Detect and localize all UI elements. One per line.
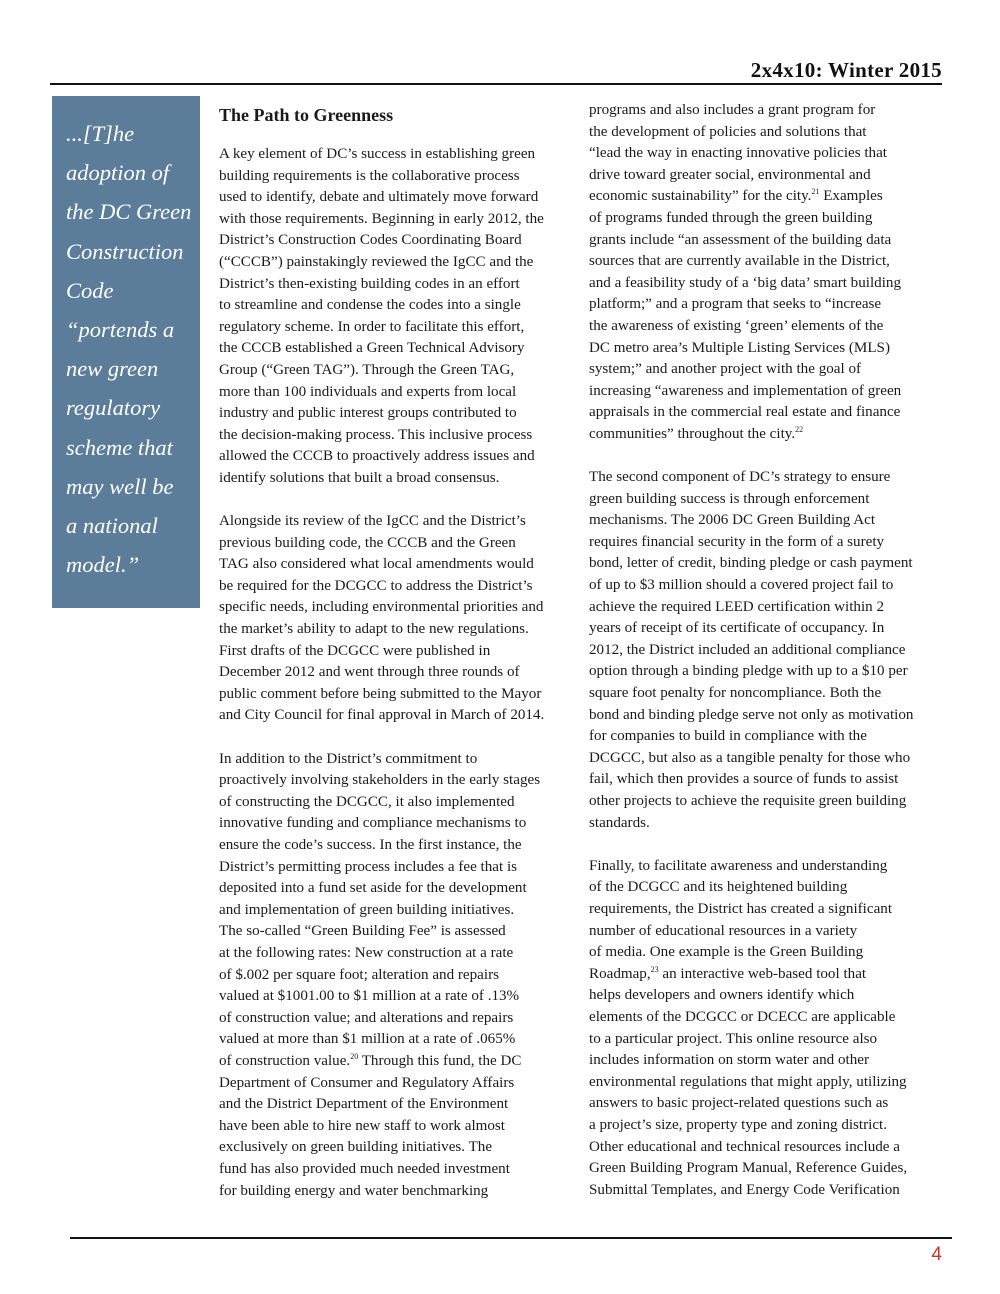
text-line: proactively involving stakeholders in the early stages [219, 772, 541, 789]
pull-quote-line: the DC Green [66, 199, 192, 225]
pull-quote-line: regulatory [66, 395, 161, 421]
text-line: Green Building Program Manual, Reference Guides, [589, 1160, 908, 1177]
text-line: of the DCGCC and its heightened building [589, 879, 848, 896]
text-line: used to identify, debate and ultimately move forward [219, 189, 539, 206]
page-number: 4 [931, 1244, 942, 1265]
text-line: TAG also considered what local amendments would [219, 556, 534, 573]
text-line: DCGCC, but also as a tangible penalty for those who [589, 749, 911, 766]
text-line: square foot penalty for noncompliance. Both the [589, 685, 882, 702]
footnote-marker: 21 [811, 187, 820, 197]
pull-quote-line: a national [66, 513, 158, 539]
text-line: bond and binding pledge serve not only as motivation [589, 706, 914, 723]
text-line: identify solutions that built a broad consensus. [219, 469, 500, 486]
text-line: the development of policies and solutions that [589, 123, 867, 140]
pull-quote-line: Construction [66, 238, 184, 264]
text-line: with those requirements. Beginning in early 2012, the [219, 210, 544, 227]
text-line: and a feasibility study of a ‘big data’ smart building [589, 274, 902, 291]
text-line: a project’s size, property type and zoning district. [589, 1116, 888, 1133]
text-fragment: communities” throughout the city. [589, 425, 796, 442]
text-line: be required for the DCGCC to address the District’s [219, 577, 533, 594]
text-line: the awareness of existing ‘green’ elements of the [589, 317, 884, 334]
text-line: achieve the required LEED certification within 2 [589, 598, 885, 615]
text-line: District’s then-existing building codes in an effort [219, 275, 520, 292]
text-line: number of educational resources in a variety [589, 922, 858, 939]
text-fragment: Roadmap, [589, 965, 651, 982]
pull-quote-line: “portends a [66, 317, 175, 343]
text-fragment: an interactive web-based tool that [658, 965, 867, 982]
text-line: and implementation of green building initiatives. [219, 901, 515, 918]
footer-divider [70, 1237, 952, 1239]
text-line: the market’s ability to adapt to the new regulations. [219, 621, 529, 638]
text-line: allowed the CCCB to proactively address issues and [219, 448, 535, 465]
text-line: for building energy and water benchmarking [219, 1182, 489, 1199]
text-line: bond, letter of credit, binding pledge or cash payment [589, 555, 913, 572]
text-line-with-footnote [589, 424, 945, 446]
text-line: The so-called “Green Building Fee” is assessed [219, 923, 506, 940]
text-line: to a particular project. This online resource also [589, 1030, 878, 1047]
pull-quote-line: may well be [66, 473, 174, 499]
text-line: and the District Department of the Environment [219, 1096, 509, 1113]
text-line: includes information on storm water and other [589, 1052, 870, 1069]
text-line: DC metro area’s Multiple Listing Services (MLS) [589, 339, 890, 356]
text-line: District’s Construction Codes Coordinating Board [219, 232, 522, 249]
text-line: industry and public interest groups contributed to [219, 405, 517, 422]
text-line: the CCCB established a Green Technical Advisory [219, 340, 525, 357]
text-line: of construction value; and alterations and repairs [219, 1009, 514, 1026]
text-line: requires financial security in the form of a surety [589, 533, 885, 550]
text-line-with-footnote [589, 964, 945, 986]
article-column-left [219, 100, 575, 1202]
footnote-marker: 22 [795, 424, 804, 434]
text-line: Department of Consumer and Regulatory Affairs [219, 1074, 515, 1091]
text-line: District’s permitting process includes a fee that is [219, 858, 518, 875]
text-fragment: Through this fund, the DC [358, 1052, 522, 1069]
text-line: sources that are currently available in the District, [589, 253, 890, 270]
footnote-marker: 20 [350, 1051, 359, 1061]
text-line: valued at more than $1 million at a rate of .065% [219, 1031, 516, 1048]
text-line: public comment before being submitted to the Mayor [219, 685, 542, 702]
text-line: years of receipt of its certificate of occupancy. In [589, 620, 885, 637]
text-line: option through a binding pledge with up to a $10 per [589, 663, 908, 680]
text-line: at the following rates: New construction at a rate [219, 944, 514, 961]
text-line: and City Council for final approval in March of 2014. [219, 707, 545, 724]
text-line: helps developers and owners identify which [589, 987, 855, 1004]
text-line: requirements, the District has created a significant [589, 900, 893, 917]
text-line: programs and also includes a grant program for [589, 102, 876, 118]
pull-quote-line: scheme that [66, 434, 173, 460]
text-fragment: of construction value. [219, 1052, 351, 1069]
text-line: environmental regulations that might apply, utilizing [589, 1073, 907, 1090]
text-line: of up to $3 million should a covered project fail to [589, 577, 894, 594]
text-line: regulatory scheme. In order to facilitate this effort, [219, 318, 525, 335]
text-line: system;” and another project with the goal of [589, 361, 862, 378]
text-line: for companies to build in compliance with the [589, 728, 867, 745]
text-line: green building success is through enforcement [589, 490, 870, 507]
text-line: Group (“Green TAG”). Through the Green TAG, [219, 361, 515, 378]
text-line: more than 100 individuals and experts from local [219, 383, 517, 400]
text-line: (“CCCB”) painstakingly reviewed the IgCC and the [219, 253, 534, 270]
text-line: Alongside its review of the IgCC and the District’s [219, 513, 526, 530]
text-line: Submittal Templates, and Energy Code Verification [589, 1181, 900, 1198]
text-line: In addition to the District’s commitment to [219, 750, 478, 767]
text-line: fund has also provided much needed investment [219, 1160, 510, 1177]
text-line: standards. [589, 814, 650, 831]
text-line: valued at $1001.00 to $1 million at a rate of .13% [219, 988, 520, 1005]
text-line: answers to basic project-related questions such as [589, 1095, 889, 1112]
text-line: deposited into a fund set aside for the development [219, 880, 527, 897]
text-line: increasing “awareness and implementation of green [589, 382, 902, 399]
text-line: ensure the code’s success. In the first instance, the [219, 837, 522, 853]
text-line: Other educational and technical resources include a [589, 1138, 900, 1155]
text-line: of media. One example is the Green Building [589, 944, 864, 961]
text-line: First drafts of the DCGCC were published in [219, 642, 491, 659]
text-line: drive toward greater social, environmental and [589, 166, 871, 183]
text-line: fail, which then provides a source of funds to assist [589, 771, 899, 788]
section-heading: The Path to Greenness [219, 105, 394, 125]
text-fragment: economic sustainability” for the city. [589, 188, 812, 205]
text-line: exclusively on green building initiatives. The [219, 1139, 493, 1156]
text-line-with-footnote [219, 1051, 575, 1073]
running-header-title: 2x4x10: Winter 2015 [750, 58, 942, 82]
text-line: “lead the way in enacting innovative policies that [589, 145, 887, 162]
text-line: of constructing the DCGCC, it also implemented [219, 793, 515, 810]
footnote-marker: 23 [650, 964, 659, 974]
text-line: A key element of DC’s success in establishing green [219, 146, 536, 162]
text-line: specific needs, including environmental priorities and [219, 599, 544, 616]
text-line: building requirements is the collaborative process [219, 167, 520, 184]
text-line: to streamline and condense the codes into a single [219, 297, 521, 314]
text-line: The second component of DC’s strategy to ensure [589, 469, 891, 486]
text-line: 2012, the District included an additional compliance [589, 641, 906, 658]
text-line: elements of the DCGCC or DCECC are applicable [589, 1008, 896, 1025]
text-line: Finally, to facilitate awareness and understanding [589, 857, 888, 874]
text-line: previous building code, the CCCB and the Green [219, 534, 516, 551]
text-line: innovative funding and compliance mechanisms to [219, 815, 527, 832]
text-line: grants include “an assessment of the building data [589, 231, 892, 248]
text-line: mechanisms. The 2006 DC Green Building Act [589, 512, 876, 529]
pull-quote-line: Code [66, 277, 114, 303]
text-line: the decision-making process. This inclusive process [219, 426, 533, 443]
text-fragment: Examples [819, 188, 883, 205]
pull-quote [52, 96, 200, 608]
pull-quote-line: adoption of [66, 160, 170, 186]
text-line: appraisals in the commercial real estate and finance [589, 404, 901, 421]
text-line: have been able to hire new staff to work almost [219, 1117, 505, 1134]
text-line: other projects to achieve the requisite green building [589, 793, 907, 809]
text-line-with-footnote [589, 186, 945, 208]
text-line: platform;” and a program that seeks to “increase [589, 296, 882, 313]
pull-quote-line: model.” [66, 552, 140, 578]
header-divider [50, 83, 942, 85]
text-line: of programs funded through the green building [589, 209, 873, 226]
text-line: of $.002 per square foot; alteration and repairs [219, 966, 499, 983]
text-line: December 2012 and went through three rounds of [219, 664, 520, 681]
pull-quote-line: new green [66, 356, 159, 382]
article-column-right [589, 100, 945, 1201]
pull-quote-line: ...[T]he [66, 121, 135, 146]
